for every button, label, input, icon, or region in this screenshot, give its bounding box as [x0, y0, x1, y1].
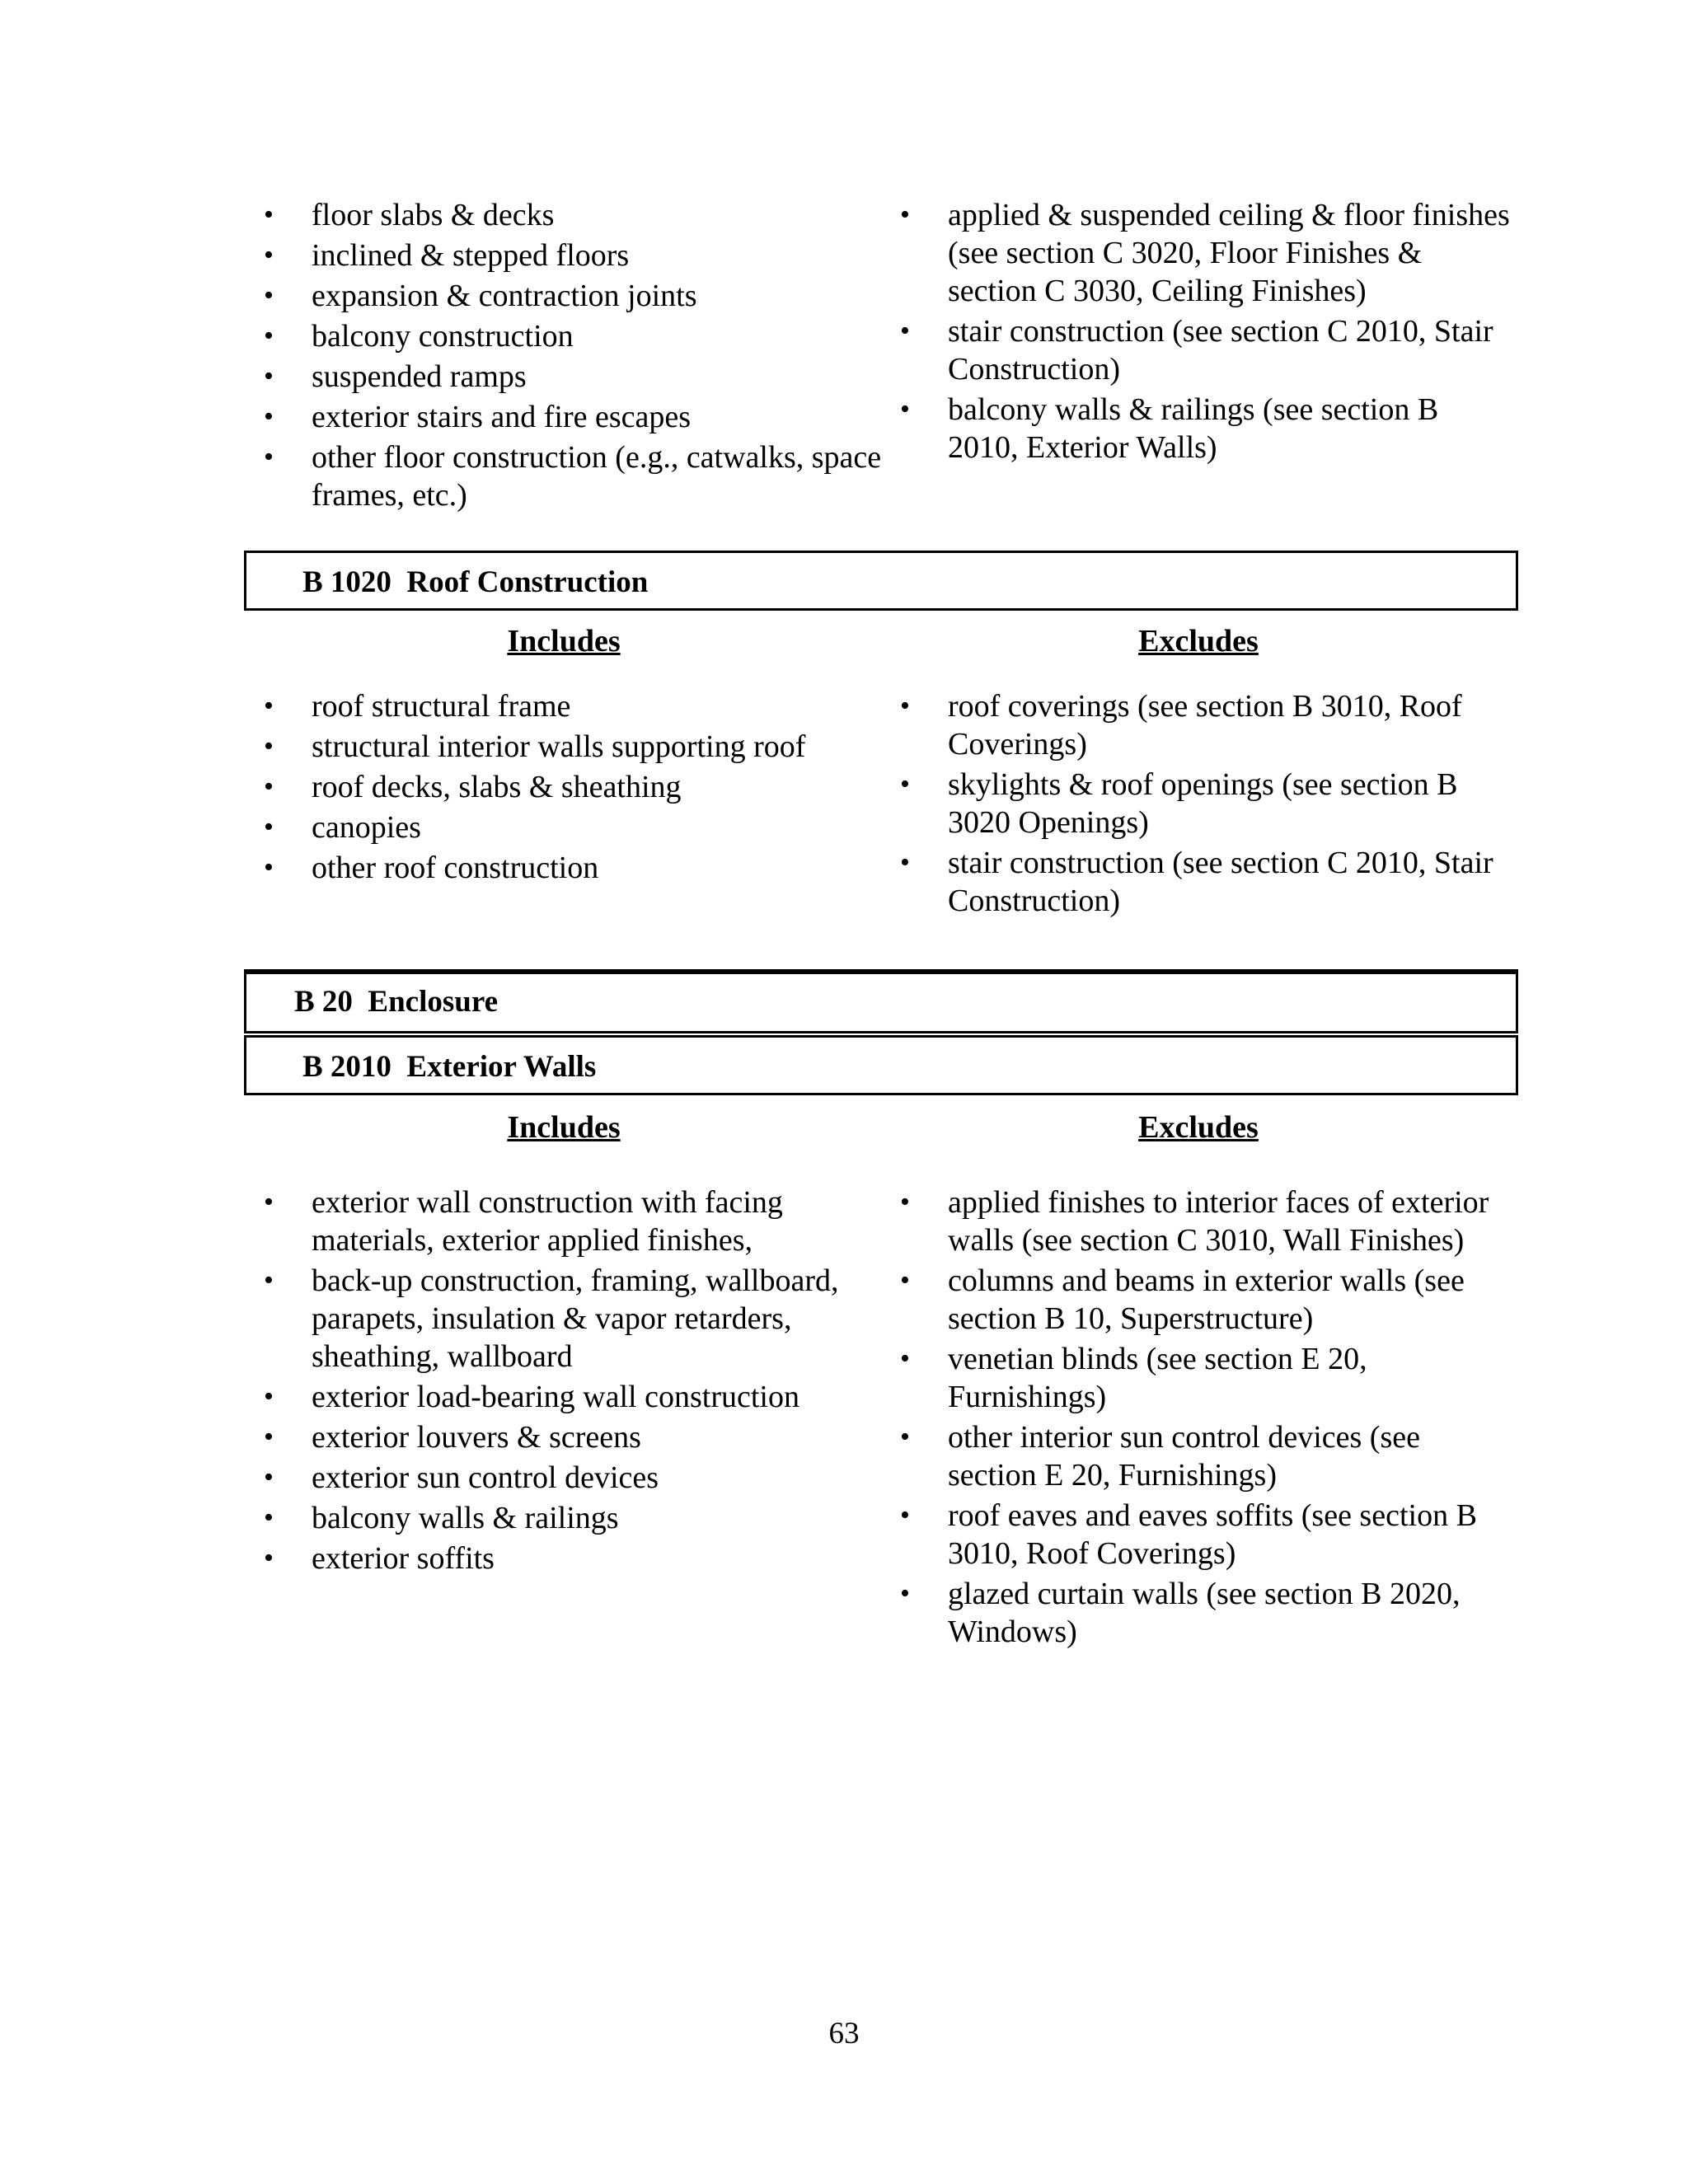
bullet-icon: • [264, 1265, 274, 1296]
list-item: • stair construction (see section C 2010, Stair Construction) [900, 846, 1493, 918]
top-includes-list [262, 196, 889, 517]
list-item: • roof eaves and eaves soffits (see section B 3010, Roof Coverings) [900, 1498, 1477, 1571]
list-item: • exterior wall construction with facing materials, exterior applied finishes, [264, 1185, 783, 1258]
bullet-icon: • [264, 442, 274, 472]
bullet-icon: • [264, 1422, 274, 1452]
bullet-icon: • [264, 1381, 274, 1412]
roof-section-title: B 1020 Roof Construction [302, 565, 649, 599]
bullet-icon: • [264, 691, 274, 721]
bullet-icon: • [900, 847, 910, 878]
list-item: • exterior louvers & screens [264, 1420, 641, 1455]
bullet-icon: • [900, 691, 910, 721]
list-item: • glazed curtain walls (see section B 2020, Windows) [900, 1577, 1461, 1649]
bullet-icon: • [900, 1422, 910, 1452]
list-item: • applied finishes to interior faces of exterior walls (see section C 3010, Wall Finishes) [900, 1185, 1489, 1258]
list-item: • suspended ramps [264, 359, 527, 394]
list-item: • expansion & contraction joints [264, 279, 697, 313]
list-item: • columns and beams in exterior walls (see section B 10, Superstructure) [900, 1263, 1465, 1336]
bullet-icon: • [900, 316, 910, 346]
bullet-icon: • [900, 1578, 910, 1609]
bullet-icon: • [900, 199, 910, 230]
list-item: • other floor construction (e.g., catwalks, space frames, etc.) [264, 440, 882, 513]
bullet-icon: • [264, 771, 274, 802]
walls-excludes-list [898, 1183, 1517, 1653]
list-item: • balcony construction [264, 319, 574, 354]
bullet-icon: • [900, 1500, 910, 1530]
list-item: • stair construction (see section C 2010, Stair Construction) [900, 314, 1493, 387]
bullet-icon: • [900, 1187, 910, 1217]
list-item: • exterior stairs and fire escapes [264, 400, 692, 434]
list-item: • applied & suspended ceiling & floor finishes (see section C 3020, Floor Finishes & section C 3030, Ceiling Finishes) [900, 198, 1510, 308]
bullet-icon: • [264, 361, 274, 391]
exterior-walls-header-box [244, 1035, 1518, 1095]
list-item: • exterior load-bearing wall construction [264, 1380, 799, 1414]
list-item: • canopies [264, 810, 421, 845]
bullet-icon: • [264, 1187, 274, 1217]
bullet-icon: • [264, 280, 274, 311]
bullet-icon: • [900, 1343, 910, 1374]
list-item: • other interior sun control devices (see section E 20, Furnishings) [900, 1420, 1420, 1493]
walls-includes-heading: Includes [507, 1110, 621, 1145]
page-number: 63 [828, 2017, 860, 2050]
list-item: • floor slabs & decks [264, 198, 555, 232]
bullet-icon: • [264, 731, 274, 762]
roof-excludes-list [898, 687, 1517, 922]
walls-excludes-heading: Excludes [1138, 1110, 1259, 1145]
list-item: • roof coverings (see section B 3010, Roof Coverings) [900, 689, 1462, 762]
roof-excludes-heading: Excludes [1138, 624, 1259, 658]
bullet-icon: • [264, 199, 274, 230]
roof-includes-heading: Includes [507, 624, 621, 658]
top-excludes-list [898, 196, 1517, 469]
list-item: • exterior soffits [264, 1541, 495, 1576]
list-item: • inclined & stepped floors [264, 238, 630, 273]
list-item: • roof decks, slabs & sheathing [264, 770, 682, 804]
list-item: • venetian blinds (see section E 20, Furnishings) [900, 1342, 1367, 1414]
bullet-icon: • [264, 1543, 274, 1573]
list-item: • balcony walls & railings [264, 1501, 619, 1535]
bullet-icon: • [264, 852, 274, 883]
list-item: • other roof construction [264, 851, 599, 885]
roof-includes-list [262, 687, 889, 889]
list-item: • back-up construction, framing, wallboard, parapets, insulation & vapor retarders, sheathing, wallboard [264, 1263, 839, 1374]
enclosure-header-box [244, 972, 1518, 1033]
bullet-icon: • [264, 321, 274, 351]
list-item: • roof structural frame [264, 689, 571, 724]
bullet-icon: • [900, 1265, 910, 1296]
list-item: • structural interior walls supporting roof [264, 729, 806, 764]
bullet-icon: • [264, 401, 274, 432]
bullet-icon: • [900, 394, 910, 424]
bullet-icon: • [264, 240, 274, 270]
roof-section-header-box [244, 551, 1518, 611]
bullet-icon: • [264, 812, 274, 842]
enclosure-title: B 20 Enclosure [294, 985, 499, 1019]
bullet-icon: • [264, 1462, 274, 1493]
list-item: • balcony walls & railings (see section B 2010, Exterior Walls) [900, 392, 1439, 465]
list-item: • skylights & roof openings (see section B 3020 Openings) [900, 767, 1458, 840]
walls-includes-list [262, 1183, 889, 1580]
bullet-icon: • [900, 769, 910, 799]
bullet-icon: • [264, 1502, 274, 1533]
list-item: • exterior sun control devices [264, 1460, 659, 1495]
exterior-walls-title: B 2010 Exterior Walls [302, 1050, 597, 1084]
